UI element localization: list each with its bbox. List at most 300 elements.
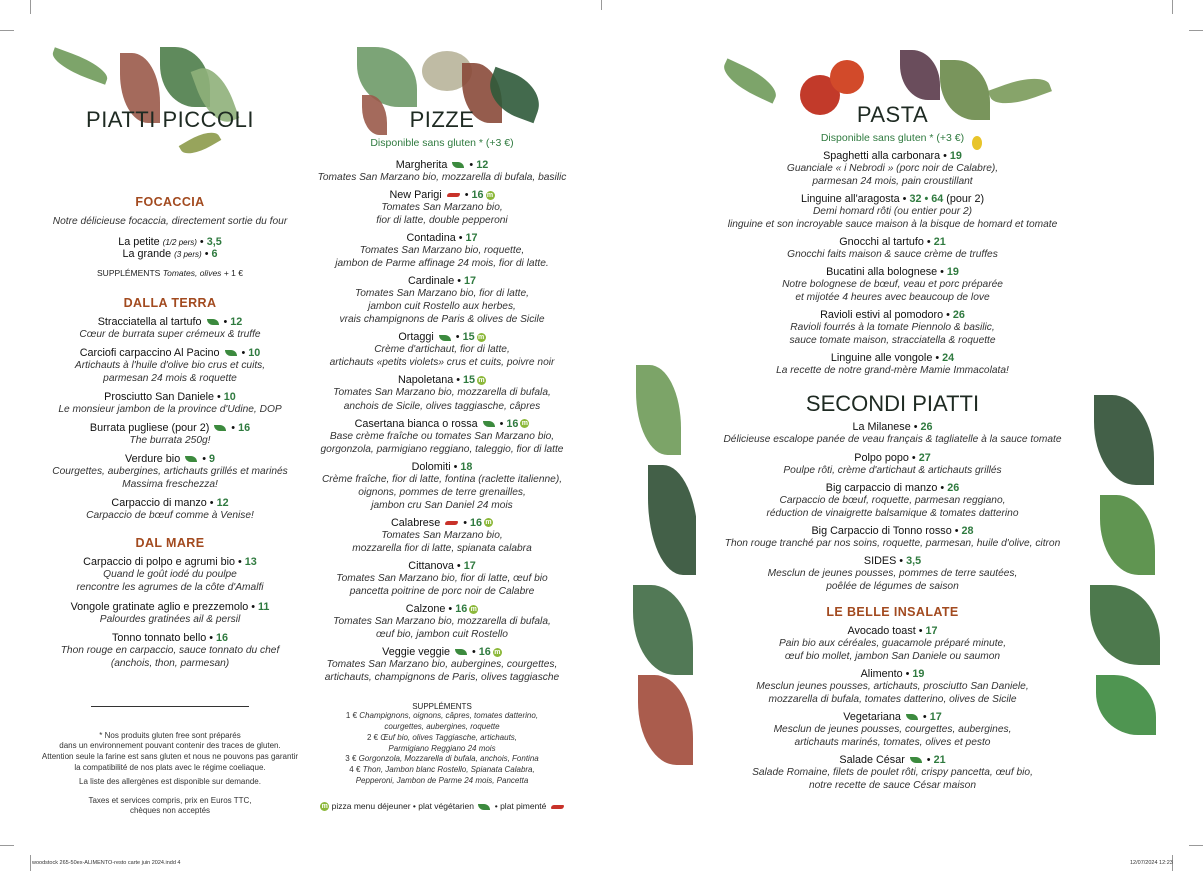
- item-price: 17: [465, 232, 478, 245]
- item-description: rencontre les agrumes de la côte d'Amalfi: [76, 582, 264, 594]
- chili-icon: [551, 805, 564, 809]
- print-file-label: woodstock 265-50ex-ALIMENTO-resto carte juin 2024.indd 4: [32, 860, 181, 866]
- item-price: 19: [912, 667, 925, 680]
- menu-badge-icon: m: [494, 648, 501, 656]
- menu-badge-icon: m: [521, 420, 529, 428]
- section-heading: DAL MARE: [135, 536, 205, 551]
- item-price: 28: [961, 524, 974, 537]
- pizze-column: [312, 45, 572, 811]
- menu-item: [312, 232, 572, 270]
- pasta-secondi-column: [700, 40, 1085, 797]
- item-price: 16: [216, 631, 229, 644]
- supplement-row: [312, 722, 572, 733]
- vegetarian-leaf-icon: [478, 804, 490, 810]
- item-title-line: Calzone • 16 m: [405, 602, 477, 615]
- chili-icon: [447, 193, 460, 197]
- item-price: 15: [463, 374, 476, 387]
- item-name: Contadina: [406, 232, 456, 245]
- item-title-line: Margherita • 12: [395, 159, 489, 171]
- item-price: 17: [463, 275, 476, 288]
- item-title-line: Veggie veggie • 16 m: [382, 646, 501, 659]
- divider: [91, 706, 249, 707]
- crop-mark: [30, 0, 31, 14]
- fern-leaf-icon: [1090, 585, 1160, 665]
- item-description: Tomates San Marzano bio, mozzarella di bufala,: [333, 615, 551, 627]
- item-description: pancetta poitrine de porc noir de Calabre: [349, 585, 535, 597]
- supplements-line: [40, 268, 300, 278]
- menu-badge-icon: m: [470, 605, 477, 613]
- item-description: sauce tomate maison, stracciatella & roquette: [789, 335, 996, 347]
- item-name: Prosciutto San Daniele: [104, 391, 215, 404]
- item-note: (pour 2): [946, 193, 985, 206]
- item-title-line: Carpaccio di manzo • 12: [111, 497, 229, 510]
- menu-item: [312, 418, 572, 456]
- item-description: et mijotée 4 heures avec beaucoup de love: [795, 292, 990, 304]
- item-title-line: Stracciatella al tartufo • 12: [97, 316, 243, 329]
- pizze-list: [312, 159, 572, 684]
- item-title-line: Avocado toast • 17: [847, 624, 938, 637]
- left-plant-decoration: [628, 355, 696, 775]
- crop-mark: [0, 30, 14, 31]
- supplement-items: Gorgonzola, Mozzarella di bufala, anchois, Fontina: [358, 754, 539, 764]
- menu-item: [312, 331, 572, 369]
- piatti-piccoli-column: [40, 45, 300, 817]
- item-description: Le monsieur jambon de la province d'Udine, DOP: [58, 404, 282, 416]
- item-price: 11: [258, 600, 270, 613]
- item-name: Ortaggi: [398, 331, 434, 344]
- note-line: dans un environnement pouvant contenir des traces de gluten.: [59, 741, 281, 751]
- item-description: Base crème fraîche ou tomates San Marzano bio,: [329, 430, 555, 442]
- supplement-row: [312, 711, 572, 722]
- section-title: SECONDI PIATTI: [805, 391, 980, 417]
- item-description: Notre bolognese de bœuf, veau et porc préparée: [782, 279, 1003, 291]
- note-line: chèques non acceptés: [129, 806, 211, 816]
- item-title-line: New Parigi • 16 m: [389, 189, 494, 202]
- item-name: Ravioli estivi al pomodoro: [820, 309, 944, 322]
- item-title-line: Carciofi carpaccino Al Pacino • 10: [79, 347, 261, 360]
- supplement-price: 1 €: [345, 711, 358, 721]
- supplement-row: [312, 776, 572, 787]
- item-description: jambon cru San Daniel 24 mois: [371, 499, 513, 511]
- item-name: Vongole gratinate aglio e prezzemolo: [70, 600, 249, 613]
- item-description: Ravioli fourrés à la tomate Piennolo & basilic,: [790, 322, 995, 334]
- crop-mark: [0, 845, 14, 846]
- menu-item: [40, 453, 300, 491]
- menu-item: [40, 497, 300, 522]
- item-title-line: Alimento • 19: [860, 667, 925, 680]
- item-name: Carpaccio di manzo: [111, 497, 207, 510]
- item-title-line: Prosciutto San Daniele • 10: [104, 391, 236, 404]
- item-name: Big Carpaccio di Tonno rosso: [811, 524, 952, 537]
- item-description: gorgonzola, parmigiano reggiano, taleggio, fior di latte: [320, 443, 564, 455]
- item-description: Tomates San Marzano bio, roquette,: [359, 245, 525, 257]
- crop-mark: [601, 0, 602, 10]
- item-name: Spaghetti alla carbonara: [823, 150, 941, 162]
- crop-mark: [1172, 0, 1173, 14]
- item-name: Polpo popo: [854, 451, 909, 464]
- item-title-line: Calabrese • 16 m: [390, 516, 492, 529]
- supplement-price: 3 €: [345, 754, 357, 764]
- menu-item: [312, 189, 572, 227]
- item-name: Bucatini alla bolognese: [826, 266, 938, 279]
- supplement-row: [312, 754, 572, 765]
- item-title-line: La Milanese • 26: [852, 421, 933, 434]
- menu-item: [700, 625, 1085, 663]
- item-title-line: Salade César • 21: [839, 754, 946, 767]
- dalla-terra-list: [40, 316, 300, 522]
- item-description: oignons, pommes de terre grenailles,: [358, 486, 526, 498]
- item-title-line: Vegetariana • 17: [843, 710, 942, 723]
- supplements-label: SUPPLÉMENTS: [97, 268, 161, 279]
- item-description: Demi homard rôti (ou entier pour 2): [812, 206, 973, 218]
- menu-item: [700, 352, 1085, 377]
- menu-item: [312, 517, 572, 555]
- vegetarian-leaf-icon: [455, 649, 467, 655]
- section-title: PIZZE: [409, 107, 475, 132]
- menu-item: [700, 236, 1085, 261]
- item-name: Alimento: [860, 667, 903, 680]
- vegetarian-leaf-icon: [906, 714, 918, 720]
- leaf-icon: [1100, 495, 1155, 575]
- red-leaf-icon: [638, 675, 693, 765]
- item-price: 17: [925, 624, 938, 637]
- item-description: Tomates San Marzano bio, fior di latte, œuf bio: [336, 572, 548, 584]
- section-heading: DALLA TERRA: [123, 296, 217, 311]
- item-name: La Milanese: [852, 421, 911, 434]
- item-description: Gnocchi faits maison & sauce crème de truffes: [787, 249, 998, 261]
- menu-item: La grande (3 pers) • 6: [122, 248, 218, 261]
- item-description: Palourdes gratinées ail & persil: [99, 613, 241, 625]
- item-description: Crème d'artichaut, fior di latte,: [374, 344, 510, 356]
- item-name: Napoletana: [397, 374, 454, 387]
- item-description: notre recette de sauce César maison: [808, 780, 977, 792]
- item-description: Notre délicieuse focaccia, directement sortie du four: [52, 216, 288, 227]
- supplement-price: 2 €: [366, 732, 379, 742]
- menu-item: [700, 309, 1085, 347]
- supplement-items: courgettes, aubergines, roquette: [384, 721, 500, 731]
- pasta-header: [700, 40, 1085, 128]
- item-description: Mesclun de jeunes pousses, courgettes, aubergines,: [773, 723, 1012, 735]
- item-description: œuf bio, jambon cuit Rostello: [376, 629, 508, 641]
- item-title-line: Big carpaccio di manzo • 26: [825, 481, 960, 494]
- dal-mare-list: [40, 556, 300, 669]
- item-price: 9: [209, 453, 216, 466]
- item-price: 21: [933, 754, 946, 767]
- item-name: Avocado toast: [847, 624, 916, 637]
- gluten-free-subtitle: Disponible sans gluten * (+3 €): [370, 137, 514, 149]
- item-description: (anchois, thon, parmesan): [110, 657, 230, 669]
- supplement-items: Parmigiano Reggiano 24 mois: [388, 743, 496, 753]
- item-description: Artichauts à l'huile d'olive bio crus et cuits,: [74, 360, 266, 372]
- item-name: Verdure bio: [124, 453, 181, 466]
- section-heading: FOCACCIA: [135, 195, 205, 209]
- item-price: 17: [463, 559, 476, 572]
- item-price: 19: [949, 150, 962, 162]
- item-price: 13: [244, 556, 257, 569]
- vegetarian-leaf-icon: [910, 757, 922, 763]
- item-name: Veggie veggie: [382, 646, 451, 659]
- item-description: réduction de vinaigrette balsamique & tomates datterino: [766, 507, 1019, 519]
- vegetarian-leaf-icon: [225, 350, 237, 356]
- item-price: 3,5: [206, 236, 222, 249]
- legend-text: plat végétarien: [418, 800, 474, 811]
- item-price: 10: [223, 391, 236, 404]
- item-title-line: Polpo popo • 27: [854, 451, 931, 464]
- item-title-line: Vongole gratinate aglio e prezzemolo • 11: [70, 600, 270, 613]
- menu-item: [40, 391, 300, 416]
- right-plant-decoration: [1090, 395, 1166, 750]
- supplement-items: Champignons, oignons, câpres, tomates datterino,: [359, 711, 539, 721]
- item-title-line: Spaghetti alla carbonara • 19: [823, 150, 962, 162]
- item-name: Cardinale: [407, 275, 455, 288]
- supplement-price: 4 €: [349, 765, 361, 775]
- item-title-line: Burrata pugliese (pour 2) • 16: [89, 422, 251, 435]
- supplements-price: + 1 €: [223, 268, 243, 279]
- menu-item: [312, 603, 572, 641]
- menu-badge-icon: m: [477, 334, 485, 342]
- item-price: 16: [478, 646, 491, 659]
- item-description: vrais champignons de Paris & olives de Sicile: [339, 314, 545, 326]
- piatti-piccoli-header: [40, 45, 300, 185]
- menu-item: [312, 374, 572, 412]
- item-name: Big carpaccio di manzo: [825, 481, 938, 494]
- item-name: Tonno tonnato bello: [111, 631, 207, 644]
- menu-item: [312, 461, 572, 512]
- item-name: Linguine alle vongole: [830, 352, 933, 365]
- item-price: 32 • 64: [909, 193, 944, 206]
- item-price: 16: [238, 422, 251, 435]
- note-line: * Nos produits gluten free sont préparés: [99, 730, 241, 740]
- menu-item: [40, 422, 300, 447]
- section-title: PASTA: [856, 102, 929, 127]
- item-description: mozzarella di bufala, tomates datterino, olives de Sicile: [768, 693, 1017, 705]
- item-name: Carpaccio di polpo e agrumi bio: [83, 556, 236, 569]
- menu-item: [312, 275, 572, 326]
- item-description: Salade Romaine, filets de poulet rôti, crispy pancetta, œuf bio,: [752, 767, 1033, 779]
- item-description: Carpaccio de bœuf comme à Venise!: [86, 510, 254, 522]
- supplement-row: [312, 765, 572, 776]
- menu-item: [40, 601, 300, 626]
- pepper-icon: [972, 136, 982, 150]
- secondi-list: [700, 421, 1085, 592]
- item-title-line: Dolomiti • 18: [411, 460, 473, 473]
- item-description: artichauts marinés, tomates, olives et pesto: [794, 737, 991, 749]
- item-description: anchois de Sicile, olives taggiasche, câpres: [343, 400, 541, 412]
- item-description: poêlée de légumes de saison: [826, 580, 959, 592]
- striped-leaf-icon: [1094, 395, 1154, 485]
- menu-badge-icon: m: [478, 377, 485, 385]
- note-line: Attention seule la farine est sans gluten et nous ne pouvons pas garantir: [41, 752, 299, 762]
- item-description: Tomates San Marzano bio, mozzarella di bufala, basilic: [317, 172, 567, 183]
- note-line: Taxes et services compris, prix en Euros TTC,: [88, 795, 252, 805]
- supplement-items: Thon, Jambon blanc Rostello, Spianata Calabra,: [362, 765, 535, 775]
- item-description: Quand le goût iodé du poulpe: [103, 569, 237, 581]
- item-price: 17: [929, 710, 942, 723]
- note-line: La liste des allergènes est disponible sur demande.: [79, 776, 261, 786]
- item-description: Poulpe rôti, crème d'artichaut & artichauts grillés: [783, 464, 1002, 476]
- menu-item: [700, 525, 1085, 550]
- item-title-line: SIDES • 3,5: [863, 554, 922, 567]
- item-title-line: Linguine all'aragosta • 32 • 64 (pour 2): [800, 193, 985, 206]
- item-description: Mesclun de jeunes pousses, pommes de terre sautées,: [767, 567, 1018, 579]
- menu-item: [700, 754, 1085, 792]
- item-description: Crème fraîche, fior di latte, fontina (raclette italienne),: [321, 473, 563, 485]
- crop-mark: [30, 855, 31, 871]
- item-description: Tomates San Marzano bio, fior di latte,: [354, 288, 530, 300]
- legend-text: pizza menu déjeuner: [331, 800, 411, 811]
- item-description: Tomates San Marzano bio,: [381, 529, 503, 541]
- supplements-label: SUPPLÉMENTS: [412, 702, 472, 712]
- menu-item: [40, 316, 300, 341]
- item-name: Salade César: [839, 754, 905, 767]
- item-description: Tomates San Marzano bio,: [381, 202, 503, 214]
- item-title-line: Carpaccio di polpo e agrumi bio • 13: [83, 556, 257, 569]
- item-name: La petite: [118, 236, 160, 249]
- print-date-label: 12/07/2024 12:23: [1130, 860, 1173, 866]
- menu-item: [700, 555, 1085, 593]
- item-title-line: Verdure bio • 9: [124, 453, 216, 466]
- item-description: parmesan 24 mois & roquette: [103, 373, 237, 385]
- item-note: (1/2 pers): [162, 238, 197, 248]
- item-description: jambon cuit Rostello aux herbes,: [368, 301, 516, 313]
- item-price: 16: [506, 417, 519, 430]
- item-price: 27: [918, 451, 931, 464]
- supplement-row: [312, 733, 572, 744]
- item-name: La grande: [122, 248, 172, 261]
- item-price: 15: [462, 331, 475, 344]
- item-name: Linguine all'aragosta: [800, 193, 900, 206]
- menu-item: [40, 556, 300, 594]
- item-description: Thon rouge tranché par nos soins, roquette, parmesan, huile d'olive, citron: [724, 537, 1061, 549]
- pizze-header: [312, 45, 572, 135]
- item-description: Carpaccio de bœuf, roquette, parmesan reggiano,: [779, 494, 1006, 506]
- supplements-items: Tomates, olives: [162, 268, 222, 279]
- item-title-line: Linguine alle vongole • 24: [830, 352, 955, 365]
- item-title-line: Big Carpaccio di Tonno rosso • 28: [811, 524, 974, 537]
- item-price: 26: [920, 421, 933, 434]
- item-price: 26: [952, 309, 965, 322]
- chili-icon: [445, 521, 458, 525]
- menu-item: [700, 150, 1085, 188]
- item-price: 6: [211, 248, 218, 261]
- item-description: Thon rouge en carpaccio, sauce tonnato du chef: [60, 644, 280, 656]
- item-description: La recette de notre grand-mère Mamie Immacolata!: [776, 365, 1009, 377]
- vegetarian-leaf-icon: [483, 421, 495, 427]
- item-name: Calzone: [405, 602, 446, 615]
- menu-item: La petite (1/2 pers) • 3,5: [118, 236, 222, 249]
- item-name: SIDES: [863, 554, 897, 567]
- crop-mark: [1189, 845, 1203, 846]
- item-name: Casertana bianca o rossa: [354, 417, 478, 430]
- item-description: Tomates San Marzano bio, aubergines, courgettes,: [326, 659, 558, 671]
- menu-item: [700, 668, 1085, 706]
- icon-legend: m pizza menu déjeuner • plat végétarien • plat pimenté: [312, 801, 572, 811]
- item-price: 12: [476, 159, 489, 171]
- item-description: Courgettes, aubergines, artichauts grillés et marinés: [52, 466, 288, 478]
- item-description: Mesclun jeunes pousses, artichauts, prosciutto San Daniele,: [756, 680, 1029, 692]
- item-description: The burrata 250g!: [129, 435, 211, 447]
- item-title-line: Ortaggi • 15 m: [398, 331, 485, 344]
- vegetarian-leaf-icon: [185, 456, 197, 462]
- item-description: artichauts, champignons de Paris, olives taggiasche: [324, 672, 560, 684]
- vegetarian-leaf-icon: [439, 335, 451, 341]
- item-description: Tomates San Marzano bio, mozzarella di bufala,: [333, 387, 551, 399]
- item-description: œuf bio mollet, jambon San Daniele ou saumon: [784, 650, 1001, 662]
- olive-leaf-icon: [49, 47, 112, 84]
- vegetarian-leaf-icon: [214, 425, 226, 431]
- supplement-row: [312, 744, 572, 755]
- striped-leaf-icon: [648, 465, 696, 575]
- item-description: mozzarella fior di latte, spianata calabra: [352, 542, 532, 554]
- item-name: Dolomiti: [411, 460, 451, 473]
- item-price: 18: [460, 460, 473, 473]
- item-name: Vegetariana: [843, 710, 901, 723]
- tomato-icon: [830, 60, 864, 94]
- item-title-line: Bucatini alla bolognese • 19: [826, 266, 959, 279]
- menu-item: [312, 560, 572, 598]
- item-price: 3,5: [906, 554, 922, 567]
- menu-item: [700, 266, 1085, 304]
- item-price: 12: [230, 316, 243, 329]
- supplement-items: Œuf bio, olives Taggiasche, artichauts,: [380, 732, 518, 742]
- item-name: Carciofi carpaccino Al Pacino: [79, 347, 220, 360]
- item-description: Pain bio aux céréales, guacamole préparé minute,: [778, 637, 1007, 649]
- crop-mark: [1189, 30, 1203, 31]
- item-price: 24: [942, 352, 955, 365]
- vegetarian-leaf-icon: [452, 162, 464, 168]
- purple-basil-icon: [900, 50, 940, 100]
- item-title-line: Ravioli estivi al pomodoro • 26: [820, 309, 965, 322]
- item-description: artichauts «petits violets» crus et cuits, poivre noir: [329, 357, 555, 369]
- item-price: 26: [947, 481, 960, 494]
- menu-item: [700, 711, 1085, 749]
- item-name: Cittanova: [408, 559, 454, 572]
- item-note: (3 pers): [174, 250, 202, 260]
- item-price: 16: [469, 516, 482, 529]
- item-name: Gnocchi al tartufo: [839, 236, 924, 249]
- item-description: parmesan 24 mois, pain croustillant: [812, 176, 973, 188]
- menu-item: [700, 452, 1085, 477]
- item-description: Guanciale « i Nebrodi » (porc noir de Calabre),: [786, 163, 999, 174]
- item-name: Calabrese: [390, 516, 441, 529]
- item-description: Délicieuse escalope panée de veau français & tagliatelle à la sauce tomate: [723, 434, 1062, 446]
- item-title-line: Cittanova • 17: [408, 559, 476, 572]
- striped-leaf-icon: [633, 585, 693, 675]
- item-price: 19: [946, 266, 959, 279]
- menu-badge-icon: m: [321, 803, 328, 810]
- item-description: Massima freschezza!: [122, 479, 218, 491]
- menu-badge-icon: m: [485, 519, 492, 527]
- menu-item: [312, 646, 572, 684]
- item-title-line: Napoletana • 15 m: [397, 374, 485, 387]
- item-name: New Parigi: [389, 189, 442, 202]
- insalate-list: [700, 625, 1085, 792]
- item-price: 16: [455, 602, 468, 615]
- item-title-line: Casertana bianca o rossa • 16 m: [354, 417, 529, 430]
- menu-item: [700, 482, 1085, 520]
- section-heading: LE BELLE INSALATE: [826, 604, 959, 619]
- note-line: la compatibilité de nos plats avec le régime coeliaque.: [74, 763, 266, 773]
- item-price: 12: [216, 497, 229, 510]
- item-description: linguine et son incroyable sauce maison à la bisque de homard et tomate: [727, 219, 1058, 231]
- item-description: jambon de Parme affinage 24 mois, fior di latte.: [335, 258, 549, 270]
- menu-item: [40, 347, 300, 385]
- gluten-note: [40, 731, 300, 818]
- menu-item: [700, 193, 1085, 231]
- menu-badge-icon: m: [486, 191, 494, 199]
- item-name: Margherita: [395, 159, 448, 171]
- menu-item: [312, 159, 572, 184]
